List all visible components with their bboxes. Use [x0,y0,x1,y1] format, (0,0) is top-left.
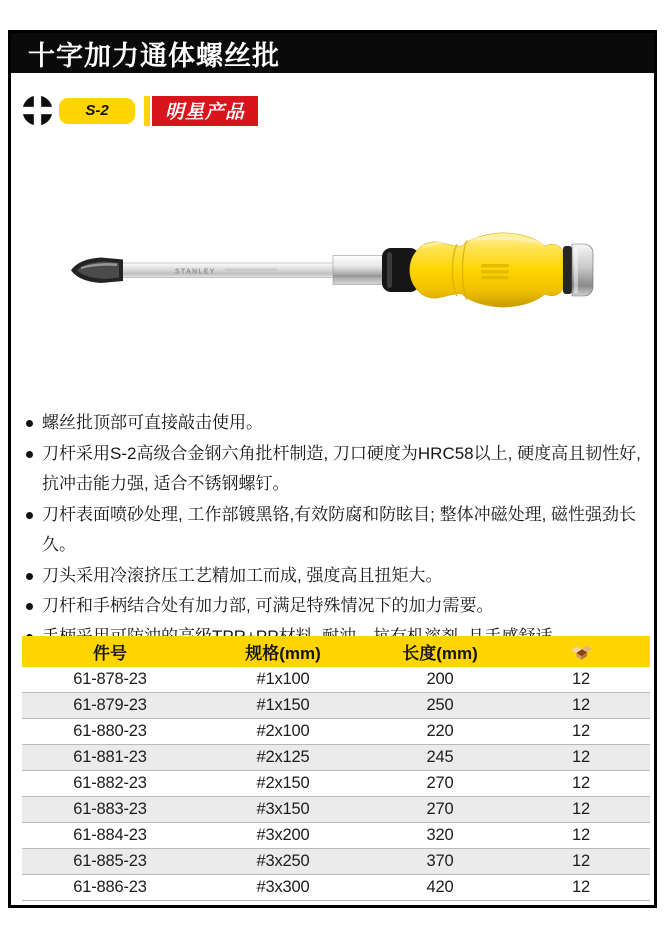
qty-cell: 12 [512,693,650,719]
length-cell: 320 [368,823,512,849]
length-cell: 200 [368,667,512,693]
table-row [22,875,650,901]
feature-item: 刀杆和手柄结合处有加力部, 可满足特殊情况下的加力需要。 [25,591,649,622]
spec-table [22,636,650,901]
product-image-screwdriver [57,213,622,325]
qty-cell: 12 [512,745,650,771]
part-number-cell: 61-880-23 [22,719,198,745]
spec-cell: #3x300 [198,875,368,901]
spec-cell: #3x250 [198,849,368,875]
qty-cell: 12 [512,823,650,849]
table-row [22,693,650,719]
spec-table-body [22,667,650,901]
col-qty [512,636,650,667]
part-number-cell: 61-882-23 [22,771,198,797]
title-bar [11,33,654,73]
part-number-cell: 61-883-23 [22,797,198,823]
table-row [22,823,650,849]
col-part-number: 件号 [22,636,198,667]
feature-item: 刀杆采用S-2高级合金钢六角批杆制造, 刀口硬度为HRC58以上, 硬度高且韧性好, 抗冲击能力强, 适合不锈钢螺钉。 [25,439,649,500]
qty-cell: 12 [512,667,650,693]
table-header-row [22,636,650,667]
star-badge-label: 明星产品 [152,96,258,126]
spec-cell: #2x150 [198,771,368,797]
spec-cell: #3x150 [198,797,368,823]
s2-steel-badge [59,98,135,124]
hex-bolster [333,256,383,285]
star-badge-stripe [144,96,150,126]
feature-item: 螺丝批顶部可直接敲击使用。 [25,408,649,439]
product-panel [8,30,657,908]
part-number-cell: 61-885-23 [22,849,198,875]
length-cell: 250 [368,693,512,719]
badge-row [22,95,258,126]
spec-cell: #2x100 [198,719,368,745]
qty-cell: 12 [512,797,650,823]
spec-cell: #2x125 [198,745,368,771]
table-row [22,719,650,745]
feature-item: 刀杆表面喷砂处理, 工作部镀黑铬,有效防腐和防眩目; 整体冲磁处理, 磁性强劲长久。 [25,500,649,561]
table-row [22,797,650,823]
part-number-cell: 61-881-23 [22,745,198,771]
phillips-head-icon [22,95,53,126]
part-number-cell: 61-879-23 [22,693,198,719]
page-title: 十字加力通体螺丝批 [28,40,280,71]
part-number-cell: 61-884-23 [22,823,198,849]
cap-ring [563,246,572,294]
shaft-brand-text: STANLEY [175,268,216,276]
table-row [22,745,650,771]
length-cell: 420 [368,875,512,901]
table-row [22,771,650,797]
feature-list [25,408,649,652]
col-spec: 规格(mm) [198,636,368,667]
part-number-cell: 61-886-23 [22,875,198,901]
spec-cell: #1x150 [198,693,368,719]
length-cell: 370 [368,849,512,875]
star-product-badge [144,96,258,126]
qty-cell: 12 [512,771,650,797]
qty-cell: 12 [512,719,650,745]
qty-cell: 12 [512,849,650,875]
panel-content [11,73,654,905]
s2-badge-label: S-2 [85,102,109,119]
spec-cell: #1x100 [198,667,368,693]
length-cell: 270 [368,771,512,797]
carton-box-icon [570,644,593,661]
part-number-cell: 61-878-23 [22,667,198,693]
qty-cell: 12 [512,875,650,901]
length-cell: 245 [368,745,512,771]
length-cell: 220 [368,719,512,745]
table-row [22,849,650,875]
table-row [22,667,650,693]
spec-cell: #3x200 [198,823,368,849]
feature-item: 刀头采用冷滚挤压工艺精加工而成, 强度高且扭矩大。 [25,561,649,592]
col-length: 长度(mm) [368,636,512,667]
length-cell: 270 [368,797,512,823]
